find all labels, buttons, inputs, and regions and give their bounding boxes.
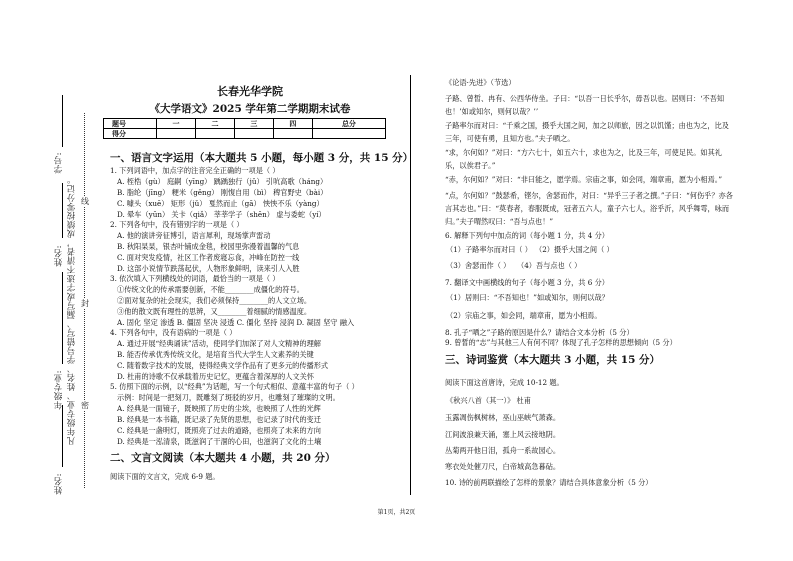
q2-option-d: D. 这部小说情节跌荡起伏，人物形象鲜明，读来引人入胜	[117, 264, 300, 273]
q1-option-c: C. 噱头（xuē） 矩形（jǔ） 戛然而止（gā） 怏怏不乐（yàng）	[117, 199, 324, 208]
q6-item-4: （4）吾与点也（ ）	[517, 261, 582, 270]
score-cell: 题号	[104, 119, 157, 129]
question-1: 1. 下列词语中，加点字的注音完全正确的一项是（ ）	[110, 166, 280, 175]
q5-option-a: A. 经典是一面镜子，既映照了历史的尘埃，也映照了人性的光辉	[117, 404, 321, 413]
q7-item-2: （2）宗庙之事，如会同，端章甫，愿为小相焉。	[446, 311, 602, 320]
question-4: 4. 下列各句中，没有语病的一项是（ ）	[110, 328, 237, 337]
q4-option-a: A. 通过开展“经典诵读”活动，使同学们加深了对人文精神的理解	[117, 339, 321, 348]
exam-title: 《大学语文》2025 学年第二学期期末试卷	[149, 103, 351, 115]
question-3: 3. 依次填入下列横线处的词语，最恰当的一项是（ ）	[110, 274, 280, 283]
score-cell: 二	[195, 119, 234, 129]
poem-line-3: 丛菊两开他日泪，孤舟一系故园心。	[445, 446, 561, 455]
q1-option-b: B. 脂纶（jīng） 粳米（gěng） 刚愎自用（bì） 稗官野史（bài）	[117, 188, 328, 197]
q3-blank-1: ①传统文化的传承需要创新，不能________成僵化的符号。	[117, 285, 304, 294]
section-2-intro: 阅读下面的文言文，完成 6-9 题。	[110, 472, 220, 481]
page-number: 第1页，共2页	[377, 509, 416, 516]
score-cell: 得分	[104, 129, 157, 139]
poem-line-1: 玉露凋伤枫树林，巫山巫峡气萧森。	[445, 413, 561, 422]
section-1-title: 一、语言文字运用（本大题共 5 小题，每小题 3 分，共 15 分）	[110, 152, 414, 164]
student-id-line	[62, 183, 63, 238]
question-8: 8. 孔子“哂之”子路的原因是什么？请结合文本分析（5 分）	[445, 328, 634, 337]
q5-example: 示例：时间是一把刻刀，既雕刻了斑驳的岁月，也雕刻了璀璨的文明。	[117, 393, 340, 402]
score-cell	[312, 129, 385, 139]
passage-paragraph-1: 子路、曾皙、冉有、公西华侍坐。子曰：“以吾一日长乎尔，毋吾以也。居则曰：‘不吾知也！’如或知尔，则何以哉？’’	[445, 94, 725, 116]
question-7: 7. 翻译文中画横线的句子（每小题 3 分，共 6 分）	[445, 278, 609, 287]
passage-paragraph-4: “赤，尔何如？”对曰：“非曰能之，愿学焉。宗庙之事，如会同，端章甫，愿为小相焉。”	[445, 175, 723, 184]
q4-option-b: B. 能否传承优秀传统文化，是培育当代大学生人文素养的关键	[117, 350, 314, 359]
q3-options: A. 固化 坚定 渗透 B. 僵固 坚决 浸透 C. 僵化 坚持 浸润 D. 凝固 坚守 融入	[117, 318, 355, 327]
poem-title: 《秋兴八首（其一）》 杜甫	[446, 396, 531, 405]
column-divider	[410, 75, 411, 495]
name-line	[62, 272, 63, 364]
score-cell	[273, 129, 312, 139]
q7-item-1: （1）居则曰：“不吾知也！”如或知尔，则何以哉？	[446, 293, 609, 302]
passage-paragraph-2: 子路率尔而对曰：“千乘之国，摄乎大国之间，加之以师旅，因之以饥馑；由也为之，比及三年，可使有勇，且知方也。”夫子哂之。	[445, 121, 729, 143]
q3-blank-3: ③他的散文既有理性的思辨，又________着细腻的情感温度。	[117, 307, 312, 316]
score-table	[103, 118, 386, 139]
q5-option-d: D. 经典是一泓清泉，既滋润了干涸的心田，也滋润了文化的土壤	[117, 437, 322, 446]
margin-line-top	[62, 95, 63, 147]
q6-item-2: （2）摄乎大国之间（ ）	[535, 245, 614, 254]
student-id-label: 学号:	[54, 152, 64, 174]
class-major-line	[62, 405, 63, 467]
question-2: 2. 下列各句中，没有错别字的一项是（ ）	[110, 220, 244, 229]
q2-option-a: A. 他的演讲旁征博引，语言犀利，现场掌声雷动	[117, 231, 271, 240]
score-cell: 三	[234, 119, 273, 129]
q6-item-3: （3）舍瑟而作（ ）	[446, 261, 511, 270]
section-3-intro: 阅读下面这首唐诗，完成 10-12 题。	[445, 378, 564, 387]
name-label: 姓名:	[54, 245, 64, 267]
q5-option-c: C. 经典是一盏明灯，既照亮了过去的道路，也照亮了未来的方向	[117, 426, 321, 435]
bottom-name-label: 姓名:	[54, 473, 64, 495]
passage-paragraph-5: “点，尔何如？”鼓瑟希，铿尔，舍瑟而作，对曰：“异乎三子者之撰。”子曰：“何伤乎？亦各言其志也。”曰：“莫春者，春服既成，冠者五六人，童子六七人，浴乎沂，风乎舞雩，咏而归。”夫子喟然叹曰：“吾与点也！”	[445, 191, 733, 226]
seal-char-xian: 线	[81, 197, 89, 206]
section-3-title: 三、诗词鉴赏（本大题共 3 小题，共 15 分）	[445, 354, 661, 366]
score-cell	[234, 129, 273, 139]
poem-line-4: 寒衣处处催刀尺，白帝城高急暮砧。	[445, 462, 561, 471]
q3-blank-2: ②面对复杂的社会现实，我们必须保持________的人文立场。	[117, 296, 312, 305]
q1-option-d: D. 晕车（yūn） 关卡（qiǎ） 莘莘学子（shēn） 虚与委蛇（yí）	[117, 210, 326, 219]
seal-char-mi: 密	[81, 401, 89, 410]
passage-paragraph-3: “求，尔何如？”对曰：“方六七十，如五六十，求也为之，比及三年，可使足民。如其礼乐，以俟君子。”	[445, 148, 722, 170]
binding-warning-text: 凡年级专业、姓名、学号错写、漏写或字迹不清者，成绩按零分记。	[67, 175, 77, 445]
score-cell: 总分	[312, 119, 385, 129]
score-cell	[157, 129, 196, 139]
q2-option-b: B. 秋阳杲杲，银杏叶铺成金毯，校园里弥漫着温馨的气息	[117, 242, 300, 251]
section-2-title: 二、文言文阅读（本大题共 4 小题，共 20 分）	[110, 452, 336, 464]
class-major-label: 年级专业:	[54, 370, 64, 410]
score-table-header-row	[104, 119, 386, 129]
score-table-score-row	[104, 129, 386, 139]
q4-option-c: C. 随着数字技术的发展，使得经典文学作品有了更多元的传播形式	[117, 361, 329, 370]
seal-char-feng: 封	[81, 299, 89, 308]
question-5: 5. 仿照下面的示例，以“经典”为话题，写一个句式相似、意蕴丰富的句子（ ）	[110, 382, 359, 391]
question-10: 10. 诗的前两联描绘了怎样的景象？请结合具体意象分析（5 分）	[445, 478, 653, 487]
q6-item-1: （1）子路率尔而对曰（ ）	[446, 245, 532, 254]
score-cell: 一	[157, 119, 196, 129]
question-9: 9. 曾皙的“志”与其他三人有何不同？体现了孔子怎样的思想倾向（5 分）	[445, 338, 677, 347]
score-cell: 四	[273, 119, 312, 129]
q4-option-d: D. 杜甫的诗歌不仅承载着历史记忆，更蕴含着深厚的人文关怀	[117, 372, 314, 381]
school-name: 长春光华学院	[217, 85, 283, 98]
question-6: 6. 解释下列句中加点的词（每小题 1 分，共 4 分）	[445, 231, 609, 240]
passage-source: 《论语·先进》（节选）	[445, 78, 516, 87]
q5-option-b: B. 经典是一本书籍，既记录了先贤的思想，也记录了时代的变迁	[117, 415, 321, 424]
poem-line-2: 江间波浪兼天涌，塞上风云接地阴。	[445, 430, 561, 439]
score-cell	[195, 129, 234, 139]
q2-option-c: C. 面对突发疫情，社区工作者废寝忘食，冲峰在防控一线	[117, 253, 300, 262]
q1-option-a: A. 桎梏（gù） 庭嗣（yīng） 踽踽独行（jǔ） 引吭高歌（háng）	[117, 177, 328, 186]
